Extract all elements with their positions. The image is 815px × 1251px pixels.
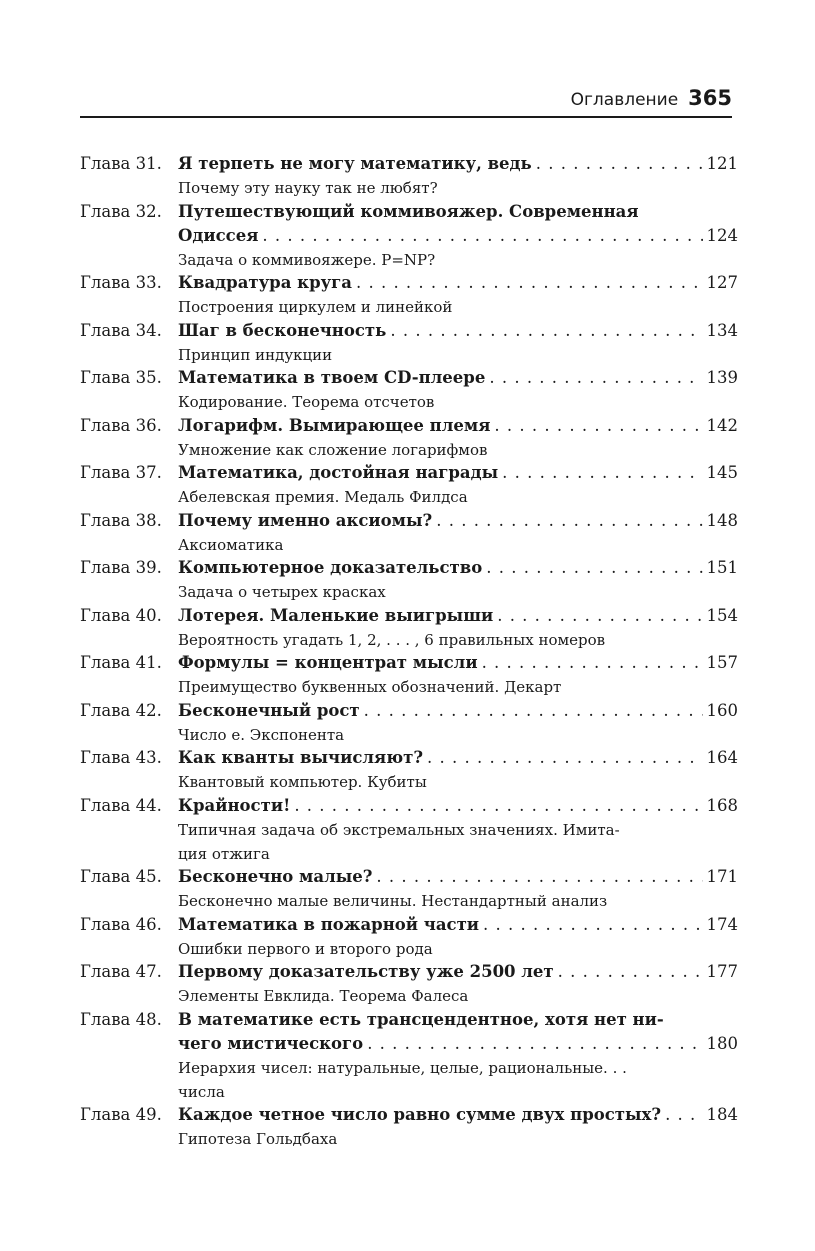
toc-chapter-number: Глава 39. — [80, 558, 162, 577]
toc-leader-dots — [390, 319, 702, 343]
toc-title-continuation: Одиссея — [178, 225, 259, 245]
toc-leader-dots — [536, 152, 703, 176]
toc-page-number: 171 — [706, 867, 738, 886]
header-page-number: 365 — [688, 86, 732, 110]
toc-entry-line[interactable] — [178, 794, 738, 818]
toc-title: Математика в пожарной части — [178, 914, 480, 934]
toc-subtitle: Почему эту науку так не любят? — [178, 179, 438, 197]
toc-entry-line[interactable] — [178, 1032, 738, 1056]
toc-title: Как кванты вычисляют? — [178, 748, 424, 767]
toc-leader-dots — [489, 366, 702, 390]
toc-title: Математика, достойная награды — [178, 463, 499, 482]
toc-chapter-number: Глава 34. — [80, 320, 162, 340]
toc-title: Бесконечно малые? — [178, 867, 373, 886]
toc-entry-line[interactable] — [178, 604, 738, 628]
toc-leader-dots — [558, 960, 703, 984]
toc-title: В математике есть трансцендентное, хотя нет ни- — [178, 1009, 664, 1029]
toc-page-number: 154 — [706, 605, 738, 625]
toc-entry-line[interactable] — [178, 366, 738, 390]
toc-entry-line[interactable] — [178, 461, 738, 485]
toc-leader-dots — [502, 461, 702, 485]
toc-entry-line[interactable] — [178, 556, 738, 580]
toc-page-number: 160 — [706, 700, 738, 720]
toc-subtitle: Квантовый компьютер. Кубиты — [178, 773, 427, 791]
toc-subtitle-continuation: ция отжига — [178, 844, 270, 863]
toc-chapter-number: Глава 47. — [80, 962, 162, 981]
toc-chapter-number: Глава 45. — [80, 867, 162, 886]
toc-chapter-number: Глава 37. — [80, 463, 162, 482]
toc-title: Формулы = концентрат мысли — [178, 653, 478, 672]
toc-title: Крайности! — [178, 795, 291, 815]
toc-entry-line[interactable] — [178, 960, 738, 984]
toc-title-continuation: чего мистического — [178, 1033, 364, 1053]
toc-entry-line[interactable] — [178, 746, 738, 770]
toc-page-number: 174 — [706, 914, 738, 934]
toc-subtitle: Принцип индукции — [178, 345, 333, 364]
toc-leader-dots — [497, 604, 702, 628]
running-header — [80, 86, 732, 118]
toc-chapter-number: Глава 42. — [80, 700, 162, 720]
toc-chapter-number: Глава 44. — [80, 795, 162, 815]
toc-page-number: 177 — [706, 962, 738, 981]
toc-title-line — [178, 1008, 688, 1032]
toc-chapter-number: Глава 35. — [80, 368, 162, 387]
toc-subtitle-continuation: числа — [178, 1082, 225, 1101]
toc-page-number: 168 — [706, 795, 738, 815]
toc-page-number: 184 — [706, 1105, 738, 1124]
toc-page-number: 121 — [706, 154, 738, 173]
toc-page-number: 124 — [706, 225, 738, 245]
toc-leader-dots — [427, 746, 702, 770]
toc-leader-dots — [486, 556, 702, 580]
toc-leader-dots — [262, 224, 702, 248]
toc-leader-dots — [483, 913, 702, 937]
toc-title: Логарифм. Вымирающее племя — [178, 415, 491, 435]
toc-chapter-number: Глава 41. — [80, 653, 162, 672]
toc-title: Каждое четное число равно сумме двух простых? — [178, 1105, 662, 1124]
toc-title: Математика в твоем CD-плеере — [178, 368, 486, 387]
toc-leader-dots — [665, 1103, 702, 1127]
toc-page-number: 148 — [706, 510, 738, 530]
toc-leader-dots — [436, 509, 702, 533]
toc-entry-line[interactable] — [178, 1103, 738, 1127]
toc-entry-line[interactable] — [178, 509, 738, 533]
toc-page-number: 127 — [706, 273, 738, 292]
toc-title: Лотерея. Маленькие выигрыши — [178, 605, 494, 625]
toc-page-number: 134 — [706, 320, 738, 340]
toc-entry-line[interactable] — [178, 699, 738, 723]
toc-entry-line[interactable] — [178, 271, 738, 295]
toc-title: Первому доказательству уже 2500 лет — [178, 962, 554, 981]
toc-title: Бесконечный рост — [178, 700, 360, 720]
toc-entry-line[interactable] — [178, 414, 738, 438]
toc-entry-line[interactable] — [178, 651, 738, 675]
toc-leader-dots — [367, 1032, 702, 1056]
toc-entry-line[interactable] — [178, 319, 738, 343]
toc-leader-dots — [482, 651, 703, 675]
toc-title: Шаг в бесконечность — [178, 320, 387, 340]
toc-chapter-number: Глава 46. — [80, 914, 162, 934]
toc-subtitle: Преимущество буквенных обозначений. Декарт — [178, 678, 562, 696]
toc-subtitle: Задача о четырех красках — [178, 583, 386, 601]
toc-subtitle: Абелевская премия. Медаль Филдса — [178, 488, 468, 506]
toc-subtitle: Гипотеза Гольдбаха — [178, 1130, 338, 1148]
toc-page-number: 145 — [706, 463, 738, 482]
toc-entry-line[interactable] — [178, 152, 738, 176]
toc-leader-dots — [376, 865, 702, 889]
toc-page-number: 151 — [706, 558, 738, 577]
toc-chapter-number: Глава 40. — [80, 605, 162, 625]
header-label: Оглавление — [570, 90, 679, 110]
toc-entry-line[interactable] — [178, 865, 738, 889]
toc-subtitle: Типичная задача об экстремальных значениях. Имита- — [178, 820, 620, 839]
toc-page-number: 139 — [706, 368, 738, 387]
toc-chapter-number: Глава 33. — [80, 273, 162, 292]
toc-leader-dots — [494, 414, 702, 438]
toc-title-line — [178, 200, 688, 224]
toc-title: Квадратура круга — [178, 273, 352, 292]
toc-page-number: 142 — [706, 415, 738, 435]
toc-entry-line[interactable] — [178, 224, 738, 248]
toc-subtitle: Иерархия чисел: натуральные, целые, рациональные. . . — [178, 1058, 627, 1077]
toc-chapter-number: Глава 32. — [80, 201, 162, 221]
toc-title: Компьютерное доказательство — [178, 558, 483, 577]
toc-chapter-number: Глава 31. — [80, 154, 162, 173]
toc-page-number: 157 — [706, 653, 738, 672]
toc-leader-dots — [364, 699, 703, 723]
toc-subtitle: Число e. Экспонента — [178, 725, 345, 744]
toc-title: Путешествующий коммивояжер. Современная — [178, 201, 639, 221]
toc-page-number: 164 — [706, 748, 738, 767]
toc-subtitle: Кодирование. Теорема отсчетов — [178, 393, 435, 411]
toc-subtitle: Умножение как сложение логарифмов — [178, 440, 488, 459]
toc-subtitle: Вероятность угадать 1, 2, . . . , 6 правильных номеров — [178, 630, 606, 649]
toc-title: Я терпеть не могу математику, ведь — [178, 154, 532, 173]
toc-subtitle: Бесконечно малые величины. Нестандартный анализ — [178, 892, 608, 910]
toc-leader-dots — [356, 271, 703, 295]
toc-chapter-number: Глава 43. — [80, 748, 162, 767]
toc-subtitle: Ошибки первого и второго рода — [178, 939, 433, 958]
toc-page-number: 180 — [706, 1033, 738, 1053]
toc-chapter-number: Глава 36. — [80, 415, 162, 435]
toc-subtitle: Задача о коммивояжере. P=NP? — [178, 250, 436, 269]
toc-title: Почему именно аксиомы? — [178, 510, 433, 530]
toc-chapter-number: Глава 38. — [80, 510, 162, 530]
toc-chapter-number: Глава 48. — [80, 1009, 162, 1029]
toc-subtitle: Элементы Евклида. Теорема Фалеса — [178, 987, 469, 1005]
toc-entry-line[interactable] — [178, 913, 738, 937]
toc-chapter-number: Глава 49. — [80, 1105, 162, 1124]
toc-leader-dots — [294, 794, 702, 818]
toc-subtitle: Аксиоматика — [178, 535, 284, 554]
toc-subtitle: Построения циркулем и линейкой — [178, 298, 453, 316]
